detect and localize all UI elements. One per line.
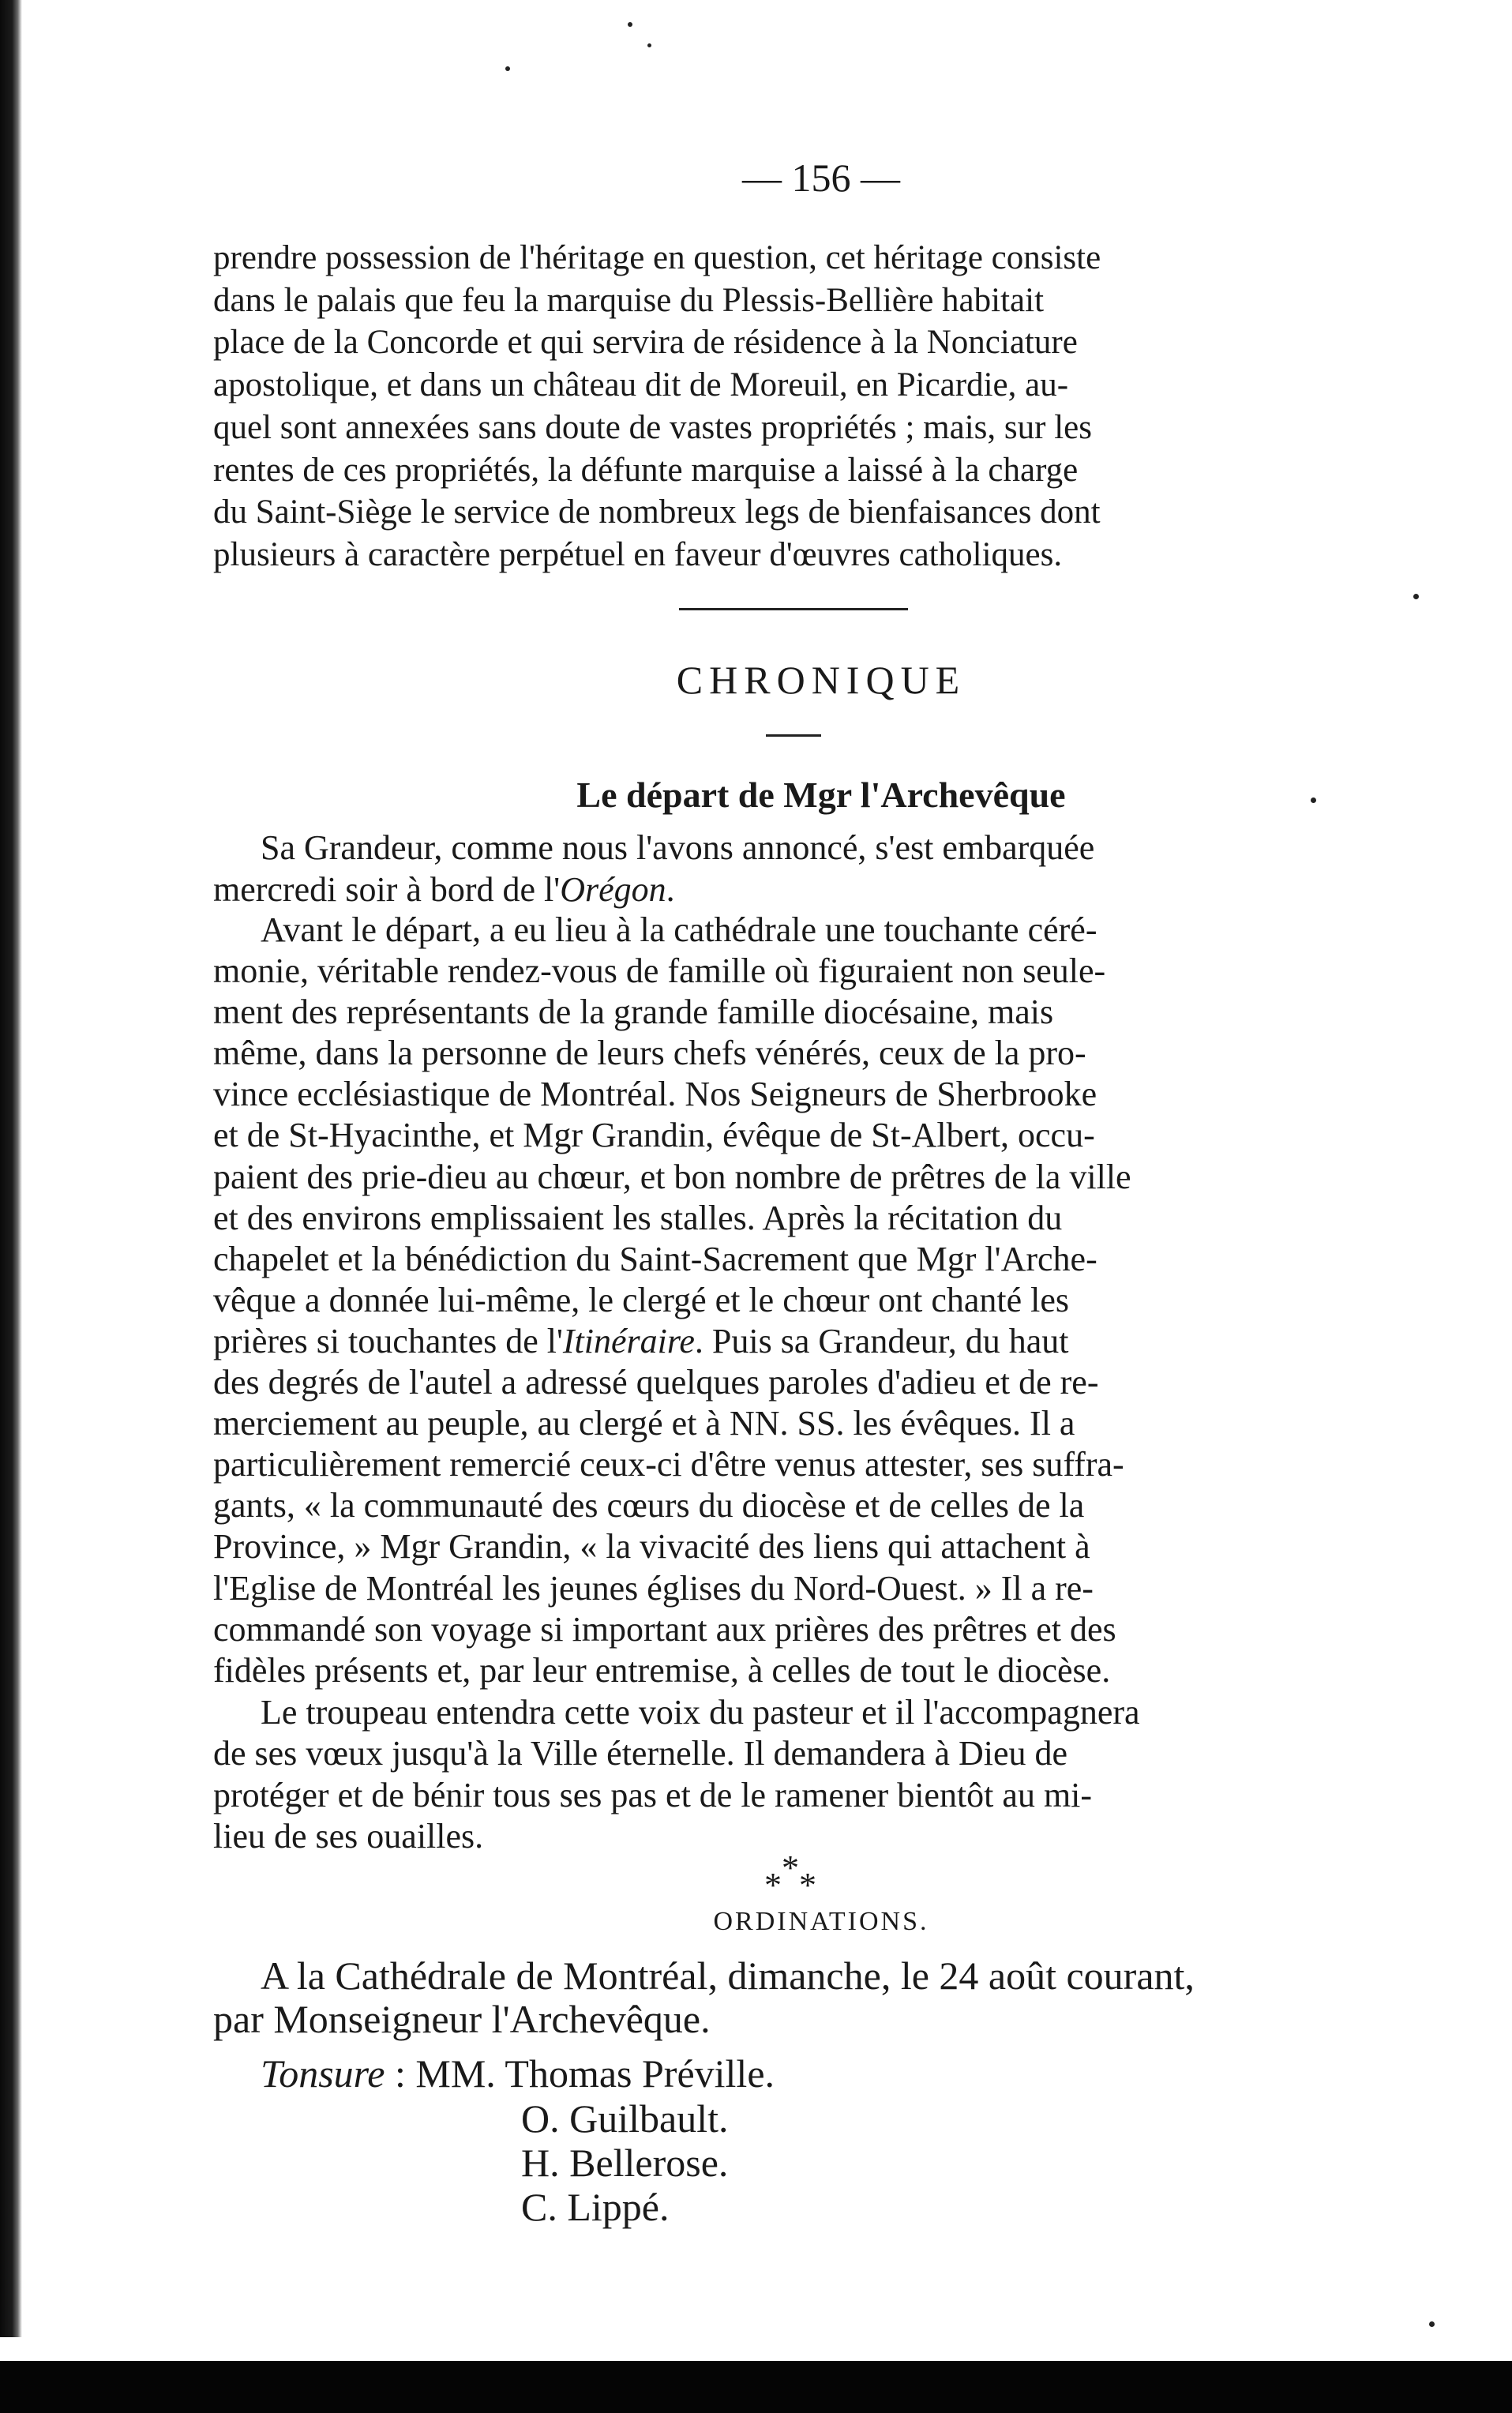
text-line: fidèles présents et, par leur entremise, à celles de tout le diocèse. (213, 1650, 1111, 1690)
text-line: l'Eglise de Montréal les jeunes églises du Nord-Ouest. » Il a re- (213, 1568, 1094, 1608)
ordinand-name: C. Lippé. (521, 2185, 670, 2229)
text-fragment: prières si touchantes de l' (213, 1321, 563, 1360)
asterism-star-right: * (799, 1866, 816, 1905)
ordinations-heading: ORDINATIONS. (713, 1907, 929, 1936)
book-binding-edge (0, 0, 22, 2337)
text-line: ment des représentants de la grande famille diocésaine, mais (213, 993, 1054, 1032)
text-line: de ses vœux jusqu'à la Ville éternelle. Il demandera à Dieu de (213, 1734, 1068, 1773)
text-fragment: . Puis sa Grandeur, du haut (694, 1321, 1069, 1360)
scan-speck (505, 66, 510, 71)
text-line: paient des prie-dieu au chœur, et bon nombre de prêtres de la ville (213, 1157, 1131, 1196)
text-line: vêque a donnée lui-même, le clergé et le chœur ont chanté les (213, 1280, 1070, 1319)
asterism-star-top: * (782, 1848, 799, 1887)
text-fragment: mercredi soir à bord de l' (213, 869, 561, 909)
scan-speck (647, 43, 651, 47)
paragraph-departure (213, 827, 1429, 910)
text-line: lieu de ses ouailles. (213, 1816, 484, 1856)
page-number: — 156 — (742, 156, 900, 200)
label-separator: : (385, 2051, 416, 2096)
ordinand-name: H. Bellerose. (521, 2141, 729, 2185)
ordinand-name: O. Guilbault. (521, 2096, 729, 2141)
text-line: vince ecclésiastique de Montréal. Nos Seigneurs de Sherbrooke (213, 1075, 1097, 1114)
text-line: plusieurs à caractère perpétuel en faveur d'œuvres catholiques. (213, 535, 1063, 573)
text-line: Sa Grandeur, comme nous l'avons annoncé, s'est embarquée (261, 828, 1095, 867)
text-line: par Monseigneur l'Archevêque. (213, 1997, 711, 2041)
text-line: quel sont annexées sans doute de vastes propriétés ; mais, sur les (213, 408, 1092, 446)
scan-bottom-edge (0, 2361, 1512, 2413)
title-divider (766, 734, 821, 737)
text-line: même, dans la personne de leurs chefs vénérés, ceux de la pro- (213, 1034, 1086, 1073)
section-title: CHRONIQUE (676, 658, 966, 702)
ordinand-name: MM. Thomas Préville. (415, 2051, 775, 2096)
asterism (758, 1848, 829, 1911)
section-divider (679, 608, 908, 610)
asterism-star-left: * (764, 1866, 782, 1905)
text-line: merciement au peuple, au clergé et à NN. SS. les évêques. Il a (213, 1404, 1075, 1443)
text-line: monie, véritable rendez-vous de famille où figuraient non seule- (213, 951, 1106, 991)
scan-speck (1429, 2321, 1435, 2327)
text-line: particulièrement remercié ceux-ci d'être venus attester, ses suffra- (213, 1445, 1124, 1484)
scan-speck (628, 22, 632, 27)
text-line: A la Cathédrale de Montréal, dimanche, le 24 août courant, (261, 1953, 1195, 1998)
text-line: prendre possession de l'héritage en question, cet héritage consiste (213, 239, 1101, 276)
text-line: et des environs emplissaient les stalles. Après la récitation du (213, 1198, 1063, 1237)
ordinations-intro (213, 1954, 1429, 2041)
text-line: et de St-Hyacinthe, et Mgr Grandin, évêque de St-Albert, occu- (213, 1116, 1095, 1155)
text-line: rentes de ces propriétés, la défunte marquise a laissé à la charge (213, 451, 1079, 489)
text-line: Province, » Mgr Grandin, « la vivacité des liens qui attachent à (213, 1527, 1090, 1567)
tonsure-label: Tonsure (261, 2051, 385, 2096)
text-line: dans le palais que feu la marquise du Plessis-Bellière habitait (213, 281, 1045, 319)
text-line: protéger et de bénir tous ses pas et de le ramener bientôt au mi- (213, 1775, 1093, 1814)
scan-speck (1311, 797, 1316, 803)
text-fragment: . (666, 869, 675, 909)
article-title: Le départ de Mgr l'Archevêque (576, 775, 1066, 815)
paragraph-ceremony (213, 910, 1429, 1691)
text-line: commandé son voyage si important aux prières des prêtres et des (213, 1609, 1116, 1649)
text-line (213, 869, 1429, 911)
itinerary-title: Itinéraire (562, 1321, 695, 1360)
scan-speck (1413, 594, 1419, 599)
text-line: Avant le départ, a eu lieu à la cathédrale une touchante céré- (261, 910, 1097, 949)
ordination-row (261, 2051, 775, 2096)
text-line: apostolique, et dans un château dit de Moreuil, en Picardie, au- (213, 366, 1069, 404)
ship-name: Orégon (560, 869, 666, 909)
text-line: des degrés de l'autel a adressé quelques paroles d'adieu et de re- (213, 1363, 1099, 1402)
paragraph-flock (213, 1692, 1429, 1857)
text-line: chapelet et la bénédiction du Saint-Sacrement que Mgr l'Arche- (213, 1239, 1097, 1278)
paragraph-heritage (213, 237, 1429, 576)
text-line: du Saint-Siège le service de nombreux legs de bienfaisances dont (213, 493, 1101, 531)
text-line: Le troupeau entendra cette voix du pasteur et il l'accompagnera (261, 1693, 1140, 1732)
text-line (213, 1321, 1429, 1362)
text-line: gants, « la communauté des cœurs du diocèse et de celles de la (213, 1486, 1085, 1525)
text-line: place de la Concorde et qui servira de résidence à la Nonciature (213, 324, 1078, 362)
